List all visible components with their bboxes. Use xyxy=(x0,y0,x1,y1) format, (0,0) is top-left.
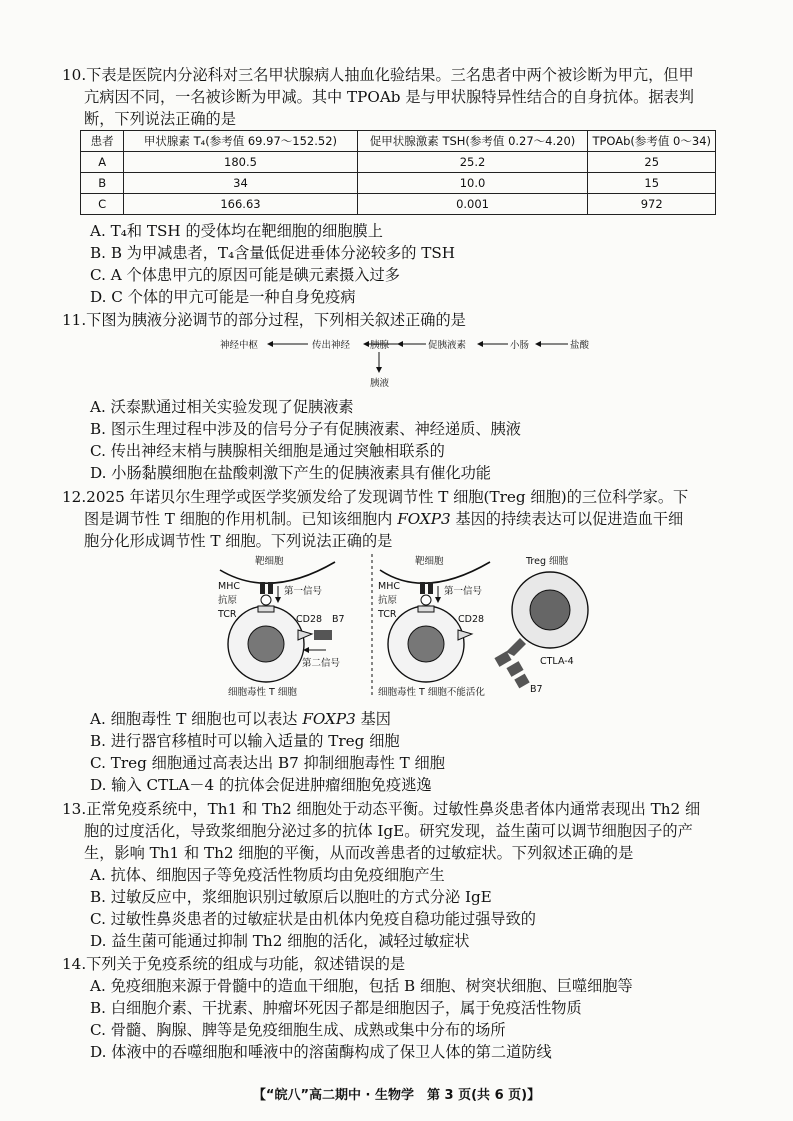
q12-option-a xyxy=(90,708,391,730)
q11-stem-line1: 11.下图为胰液分泌调节的部分过程，下列相关叙述正确的是 xyxy=(62,311,466,329)
label-tcr: TCR xyxy=(218,609,237,620)
b7-shape xyxy=(514,674,529,689)
q13-stem-line3: 生，影响 Th1 和 Th2 细胞的平衡，从而改善患者的过敏症状。下列叙述正确的是 xyxy=(84,844,634,862)
q10-option-c: C. A 个体患甲亢的原因可能是碘元素摄入过多 xyxy=(90,266,400,284)
treg-nucleus xyxy=(530,590,570,630)
b7-shape xyxy=(314,630,332,640)
tcr-shape xyxy=(418,606,434,612)
label-signal1: 第一信号 xyxy=(284,586,323,597)
q12-mechanism-diagram xyxy=(200,552,620,700)
q14-stem-line1: 14.下列关于免疫系统的组成与功能，叙述错误的是 xyxy=(62,955,406,973)
label-cd28: CD28 xyxy=(458,614,485,625)
table-cell: 166.63 xyxy=(124,194,357,215)
flow-label-nerve-center: 神经中枢 xyxy=(220,340,259,351)
label-ctla4: CTLA-4 xyxy=(540,656,574,667)
b7-shape xyxy=(506,661,523,677)
table-row xyxy=(81,173,716,194)
table-cell: 25.2 xyxy=(357,152,588,173)
cd28-shape xyxy=(458,630,472,640)
label-cytotoxic-t-cell: 细胞毒性 T 细胞 xyxy=(228,687,297,698)
flow-label-efferent-nerve: 传出神经 xyxy=(312,340,351,351)
q11-option-a: A. 沃泰默通过相关实验发现了促胰液素 xyxy=(90,398,354,416)
table-cell: 34 xyxy=(124,173,357,194)
label-treg-cell: Treg 细胞 xyxy=(526,556,568,567)
label-mhc: MHC xyxy=(378,581,400,592)
table-cell: C xyxy=(81,194,124,215)
mhc-shape xyxy=(260,582,265,594)
q14-option-a: A. 免疫细胞来源于骨髓中的造血干细胞，包括 B 细胞、树突状细胞、巨噬细胞等 xyxy=(90,977,633,995)
flow-label-hydrochloric-acid: 盐酸 xyxy=(570,340,590,351)
cd28-shape xyxy=(298,630,312,640)
q11-option-b: B. 图示生理过程中涉及的信号分子有促胰液素、神经递质、胰液 xyxy=(90,420,521,438)
b7-shape xyxy=(494,651,511,667)
q14-option-c: C. 骨髓、胸腺、脾等是免疫细胞生成、成熟或集中分布的场所 xyxy=(90,1021,506,1039)
ctla4-shape xyxy=(506,638,526,656)
q11-option-d: D. 小肠黏膜细胞在盐酸刺激下产生的促胰液素具有催化功能 xyxy=(90,464,491,482)
table-cell: 180.5 xyxy=(124,152,357,173)
q10-results-table xyxy=(80,130,716,215)
q12-option-d: D. 输入 CTLA－4 的抗体会促进肿瘤细胞免疫逃逸 xyxy=(90,776,432,794)
q12-stem-line3: 胞分化形成调节性 T 细胞。下列说法正确的是 xyxy=(84,532,393,550)
q12-stem-text: 图是调节性 T 细胞的作用机制。已知该细胞内 xyxy=(84,510,398,528)
q12-stem-line2 xyxy=(84,508,683,530)
label-antigen: 抗原 xyxy=(378,595,398,606)
q13-option-b: B. 过敏反应中，浆细胞识别过敏原后以胞吐的方式分泌 IgE xyxy=(90,888,492,906)
label-cd28: CD28 xyxy=(296,614,323,625)
q10-option-b: B. B 为甲减患者，T₄含量低促进垂体分泌较多的 TSH xyxy=(90,244,456,262)
cell-nucleus xyxy=(248,626,284,662)
table-header-cell: TPOAb(参考值 0～34) xyxy=(588,131,716,152)
q13-stem-line1: 13.正常免疫系统中，Th1 和 Th2 细胞处于动态平衡。过敏性鼻炎患者体内通常表现出 Th2 细 xyxy=(62,800,701,818)
q14-option-d: D. 体液中的吞噬细胞和唾液中的溶菌酶构成了保卫人体的第二道防线 xyxy=(90,1043,552,1061)
q13-option-a: A. 抗体、细胞因子等免疫活性物质均由免疫细胞产生 xyxy=(90,866,445,884)
label-antigen: 抗原 xyxy=(218,595,238,606)
option-text: A. 细胞毒性 T 细胞也可以表达 xyxy=(90,710,303,728)
table-cell: B xyxy=(81,173,124,194)
table-header-cell: 甲状腺素 T₄(参考值 69.97～152.52) xyxy=(124,131,357,152)
table-header-cell: 促甲状腺激素 TSH(参考值 0.27～4.20) xyxy=(357,131,588,152)
q10-stem-line1: 10.下表是医院内分泌科对三名甲状腺病人抽血化验结果。三名患者中两个被诊断为甲亢，但甲 xyxy=(62,66,694,84)
mhc-shape xyxy=(420,582,425,594)
flow-label-small-intestine: 小肠 xyxy=(510,340,530,351)
q12-stem-text: 基因的持续表达可以促进造血干细 xyxy=(450,510,684,528)
gene-name: FOXP3 xyxy=(302,710,356,728)
flow-label-pancreatic-juice: 胰液 xyxy=(370,378,390,389)
table-header-row xyxy=(81,131,716,152)
label-b7: B7 xyxy=(332,614,345,625)
q13-option-d: D. 益生菌可能通过抑制 Th2 细胞的活化，减轻过敏症状 xyxy=(90,932,470,950)
table-cell: 972 xyxy=(588,194,716,215)
table-cell: A xyxy=(81,152,124,173)
q12-option-c: C. Treg 细胞通过高表达出 B7 抑制细胞毒性 T 细胞 xyxy=(90,754,445,772)
q14-option-b: B. 白细胞介素、干扰素、肿瘤坏死因子都是细胞因子，属于免疫活性物质 xyxy=(90,999,582,1017)
label-b7: B7 xyxy=(530,684,543,695)
label-cytotoxic-t-cell-inactive: 细胞毒性 T 细胞不能活化 xyxy=(378,687,485,698)
table-cell: 10.0 xyxy=(357,173,588,194)
table-cell: 15 xyxy=(588,173,716,194)
q10-stem-line2: 亢病因不同，一名被诊断为甲减。其中 TPOAb 是与甲状腺特异性结合的自身抗体。据表判 xyxy=(84,88,694,106)
q13-stem-line2: 胞的过度活化，导致浆细胞分泌过多的抗体 IgE。研究发现，益生菌可以调节细胞因子的产 xyxy=(84,822,693,840)
label-target-cell: 靶细胞 xyxy=(415,556,444,567)
table-row xyxy=(81,152,716,173)
q10-stem-line3: 断，下列说法正确的是 xyxy=(84,110,236,128)
antigen-shape xyxy=(261,595,271,605)
table-row xyxy=(81,194,716,215)
q11-flow-diagram xyxy=(220,332,600,392)
q11-option-c: C. 传出神经末梢与胰腺相关细胞是通过突触相联系的 xyxy=(90,442,445,460)
q12-option-b: B. 进行器官移植时可以输入适量的 Treg 细胞 xyxy=(90,732,400,750)
gene-name: FOXP3 xyxy=(397,510,451,528)
q13-option-c: C. 过敏性鼻炎患者的过敏症状是由机体内免疫自稳功能过强导致的 xyxy=(90,910,536,928)
cell-nucleus xyxy=(408,626,444,662)
q10-option-a: A. T₄和 TSH 的受体均在靶细胞的细胞膜上 xyxy=(90,222,383,240)
option-text: 基因 xyxy=(355,710,391,728)
table-header-cell: 患者 xyxy=(81,131,124,152)
table-cell: 25 xyxy=(588,152,716,173)
q12-stem-line1: 12.2025 年诺贝尔生理学或医学奖颁发给了发现调节性 T 细胞(Treg 细胞)的三位科学家。下 xyxy=(62,488,689,506)
flow-label-secretin: 促胰液素 xyxy=(428,340,467,351)
label-tcr: TCR xyxy=(378,609,397,620)
page-footer: 【“皖八”高二期中 · 生物学 第 3 页(共 6 页)】 xyxy=(252,1088,541,1103)
label-signal1: 第一信号 xyxy=(444,586,483,597)
label-target-cell: 靶细胞 xyxy=(255,556,284,567)
mhc-shape xyxy=(268,582,273,594)
antigen-shape xyxy=(421,595,431,605)
label-signal2: 第二信号 xyxy=(302,658,341,669)
label-mhc: MHC xyxy=(218,581,240,592)
table-cell: 0.001 xyxy=(357,194,588,215)
mhc-shape xyxy=(428,582,433,594)
q10-option-d: D. C 个体的甲亢可能是一种自身免疫病 xyxy=(90,288,356,306)
tcr-shape xyxy=(258,606,274,612)
flow-label-pancreas: 胰腺 xyxy=(370,340,390,351)
